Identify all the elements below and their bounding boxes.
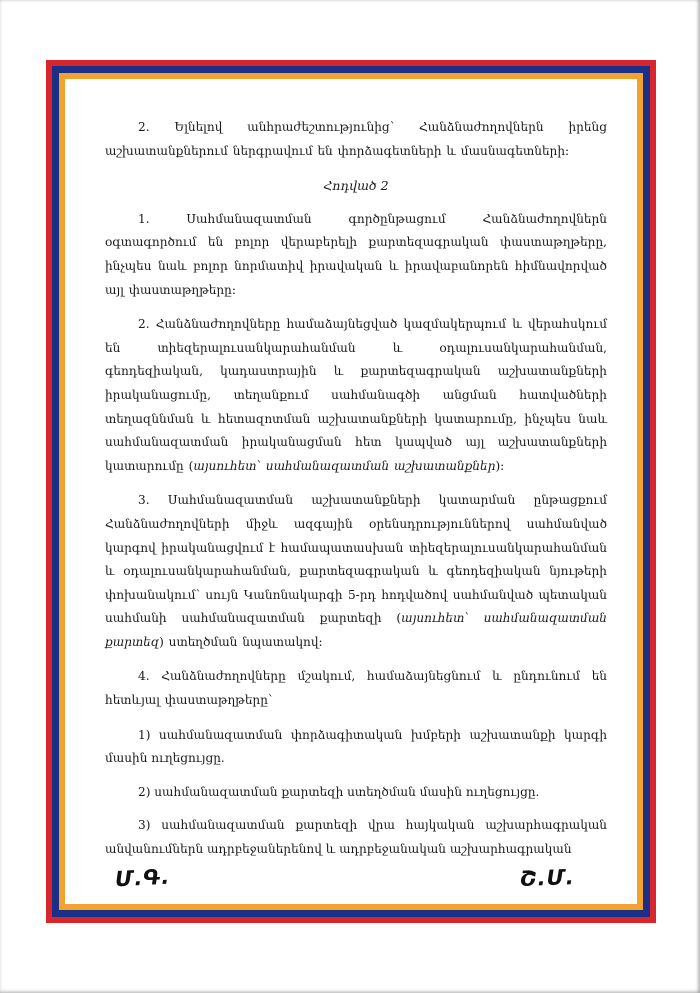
paragraph-2-italic: այսուհետ՝ սահմանազատման աշխատանքներ [193,458,496,473]
paragraph-3 [105,489,607,654]
paragraph-3-end: ) ստեղծման նպատակով։ [159,634,323,649]
signature-left: Մ.Գ. [114,864,171,892]
document-body [105,116,607,872]
paragraph-3-italic: այսուհետ՝ սահմանազատման քարտեզ [105,611,607,649]
paragraph-2 [105,313,607,478]
paragraph-3-text: 3. Սահմանազատման աշխատանքների կատարման ընթացքում Հանձնաժողովների միջև ազգային օրենսդրություններով սահմանված կարգով իրականացվում է համապատասխան տիեզերալուսանկարահանման և օդալուսանկարահանման, քարտեզագրական և գեոդեզիական նյութերի փոխանակում՝ սույն Կանոնակարգի 5-րդ հոդվածով սահմանված պետական սահմանի սահմանազատման քարտեզի ( [105,493,607,626]
paragraph-2-text: 2. Հանձնաժողովները համաձայնեցված կազմակերպում և վերահսկում են տիեզերալուսանկարահանման և օդալուսանկարահանման, գեոդեզիական, կադաստրային և քարտեզագրական աշխատանքների իրականացումը, տեղանքում սահմանագծի անցման հատվածների տեղազննման և հետազոտման աշխատանքների կատարումը, ինչպես նաև սահմանազատման իրականացման հետ կապված այլ աշխատանքների կատարումը ( [105,317,607,473]
article-heading: Հոդված 2 [323,178,389,194]
signature-right: Շ.Մ. [519,865,576,891]
paragraph-1: 1. Սահմանազատման գործընթացում Հանձնաժողովներն օգտագործում են բոլոր վերաբերելի քարտեզագրական փաստաթղթերը, ինչպես նաև բոլոր նորմատիվ իրավական և իրավաբանորեն հիմնավորված այլ փաստաթղթերը։ [105,211,607,297]
list-item-1: 1) սահմանազատման փորձագիտական խմբերի աշխատանքի կարգի մասին ուղեցույցը. [105,727,607,766]
paragraph-2-end: )։ [495,458,505,473]
list-item-2: 2) սահմանազատման քարտեզի ստեղծման մասին ուղեցույցը. [138,784,540,799]
list-item-3: 3) սահմանազատման քարտեզի վրա հայկական աշխարհագրական անվանումներն ադրբեջաներենով և ադրբեջանական աշխարհագրական [105,818,607,857]
paragraph-intro: 2. Ելնելով անհրաժեշտությունից՝ Հանձնաժողովներն իրենց աշխատանքներում ներգրավում են փորձագետների և մասնագետների։ [105,120,607,158]
paragraph-4: 4. Հանձնաժողովները մշակում, համաձայնեցնում և ընդունում են հետևյալ փաստաթղթերը՝ [105,669,607,708]
